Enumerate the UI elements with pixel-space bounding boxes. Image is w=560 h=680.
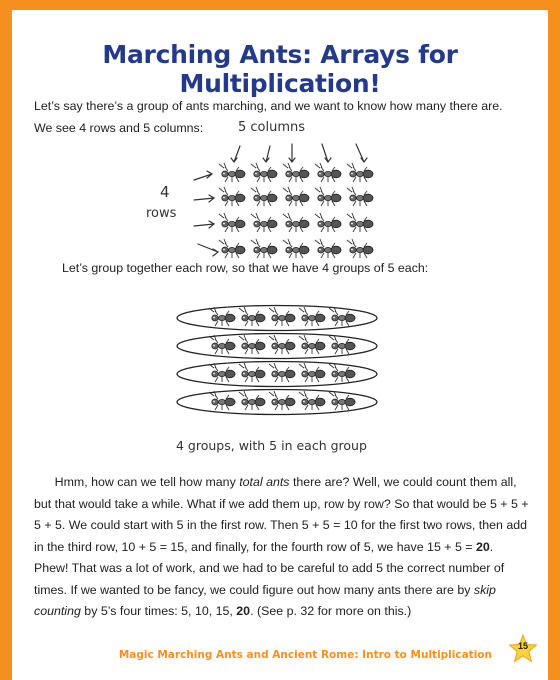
- ant-icon: [299, 391, 325, 410]
- row-arrow-icon: [198, 244, 218, 256]
- ant-icon: [299, 363, 325, 382]
- groups-caption: 4 groups, with 5 in each group: [176, 438, 367, 453]
- ant-icon: [269, 307, 295, 326]
- answer-20-b: 20: [236, 604, 251, 618]
- ant-icon: [209, 363, 235, 382]
- explanation-paragraph: [34, 472, 530, 623]
- explanation-part-1: Hmm, how can we tell how many: [54, 475, 240, 489]
- ant-icon: [219, 187, 245, 206]
- ant-icon: [209, 391, 235, 410]
- ant-icon: [283, 239, 309, 258]
- row-arrow-icon: [194, 195, 214, 202]
- intro-paragraph: Let’s say there’s a group of ants marching, and we want to know how many there are. We see 4 rows and 5 columns:: [34, 99, 503, 135]
- page-title: Marching Ants: Arrays for Multiplication!: [102, 40, 458, 98]
- ant-icon: [269, 391, 295, 410]
- row-arrow-icon: [194, 221, 214, 228]
- ant-icon: [269, 363, 295, 382]
- column-arrow-icon: [231, 146, 240, 162]
- explanation-part-5: . Phew! That was a lot of work, and we had to be careful to add 5 the correct number of times. If we wanted to be fancy, we could figure out how many ants there are by: [34, 539, 505, 597]
- ant-icon: [251, 213, 277, 232]
- ant-icon: [251, 187, 277, 206]
- ant-icon: [315, 213, 341, 232]
- ant-icon: [251, 239, 277, 258]
- column-arrow-icon: [263, 146, 270, 162]
- skip-counting-emphasis: skip counting: [34, 582, 496, 618]
- ant-icon: [219, 213, 245, 232]
- ant-icon: [219, 163, 245, 182]
- answer-20-a: 20: [475, 539, 490, 554]
- explanation-part-7: by 5’s four times: 5, 10, 15,: [80, 604, 237, 618]
- ant-icon: [269, 335, 295, 354]
- ant-icon: [219, 239, 245, 258]
- ant-icon: [347, 213, 373, 232]
- rows-word: rows: [146, 206, 177, 221]
- total-ants-emphasis: total ants: [239, 475, 290, 489]
- ant-icon: [239, 307, 265, 326]
- grouping-paragraph: Let’s group together each row, so that we have 4 groups of 5 each:: [62, 261, 429, 275]
- footer-book-title: Magic Marching Ants and Ancient Rome: Intro to Multiplication: [118, 649, 492, 661]
- ant-icon: [315, 239, 341, 258]
- page-number: 15: [517, 641, 528, 651]
- ant-icon: [283, 163, 309, 182]
- ant-icon: [209, 335, 235, 354]
- ant-icon: [315, 187, 341, 206]
- column-arrow-icon: [356, 144, 367, 162]
- ant-icon: [347, 163, 373, 182]
- rows-number: 4: [160, 183, 170, 201]
- ant-icon: [251, 163, 277, 182]
- grouped-ant-array-illustration: [172, 300, 412, 432]
- ant-icon: [283, 187, 309, 206]
- ant-icon: [239, 363, 265, 382]
- ant-icon: [239, 391, 265, 410]
- page: [12, 10, 548, 680]
- column-arrow-icon: [289, 144, 295, 162]
- ant-icon: [239, 335, 265, 354]
- column-arrow-icon: [322, 144, 331, 162]
- explanation-part-3: there are? Well, we could count them all, but that would take a while. What if we add them up, row by row? So that would be 5 + 5 + 5 + 5. We could start with 5 in the first row. Then 5 + 5 = 10 for the first two rows, then add in the third row, 10 + 5 = 15, and finally, for the fourth row of 5, we have 15 + 5 =: [34, 475, 529, 554]
- ant-icon: [347, 239, 373, 258]
- ant-icon: [283, 213, 309, 232]
- explanation-part-9: . (See p. 32 for more on this.): [250, 604, 412, 618]
- row-arrow-icon: [194, 171, 212, 180]
- ant-array-illustration: [172, 134, 402, 262]
- ant-icon: [299, 335, 325, 354]
- ant-icon: [299, 307, 325, 326]
- ant-icon: [347, 187, 373, 206]
- ant-icon: [315, 163, 341, 182]
- columns-label: 5 columns: [238, 120, 306, 135]
- ant-icon: [209, 307, 235, 326]
